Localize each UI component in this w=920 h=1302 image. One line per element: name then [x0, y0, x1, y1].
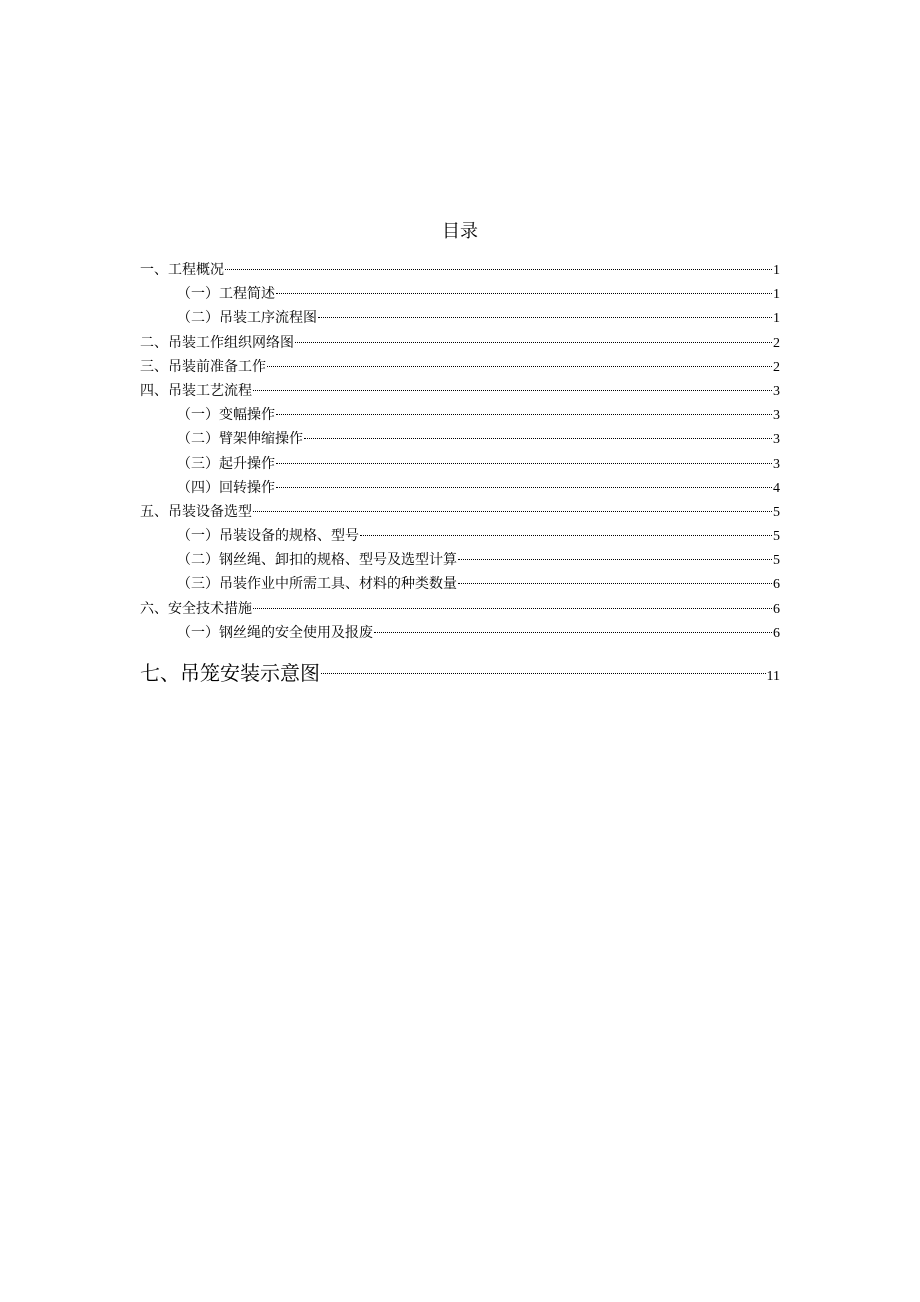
- toc-entry-page-number: 3: [773, 456, 780, 472]
- toc-entry-page-number: 5: [773, 504, 780, 520]
- dot-leader: [304, 438, 772, 439]
- toc-entry-page-number: 1: [773, 287, 780, 303]
- toc-entry-label: 三、吊装前准备工作: [140, 358, 266, 375]
- dot-leader: [276, 487, 772, 488]
- toc-entry-page-number: 6: [773, 625, 780, 641]
- toc-entry[interactable]: [140, 597, 780, 621]
- dot-leader: [276, 293, 772, 294]
- toc-title: 目录: [442, 221, 478, 242]
- toc-entry-label: 一、工程概况: [140, 262, 224, 278]
- dot-leader: [253, 511, 772, 512]
- toc-entry-page-number: 3: [773, 383, 780, 399]
- toc-entry[interactable]: [140, 427, 780, 451]
- toc-entry[interactable]: [140, 500, 780, 524]
- dot-leader: [267, 366, 772, 367]
- toc-entry[interactable]: [140, 572, 780, 596]
- toc-entry-label: 六、安全技术措施: [140, 600, 252, 617]
- toc-entry-page-number: 2: [773, 335, 780, 351]
- toc-entry[interactable]: [140, 282, 780, 306]
- dot-leader: [458, 583, 772, 584]
- toc-entry-page-number: 3: [773, 408, 780, 424]
- toc-entry-page-number: 3: [773, 432, 780, 448]
- toc-entry-page-number: 2: [773, 359, 780, 375]
- toc-entry-label: （一）变幅操作: [177, 407, 275, 424]
- toc-entry-label: （三）吊装作业中所需工具、材料的种类数量: [177, 576, 457, 593]
- toc-entry-page-number: 6: [773, 577, 780, 593]
- toc-entry-label: （一）工程简述: [177, 286, 275, 303]
- dot-leader: [276, 463, 772, 464]
- toc-entry[interactable]: [140, 653, 780, 693]
- dot-leader: [318, 317, 772, 318]
- dot-leader: [276, 414, 772, 415]
- dot-leader: [253, 608, 772, 609]
- toc-entry-label: 七、吊笼安装示意图: [140, 661, 320, 685]
- toc-entry-page-number: 5: [773, 529, 780, 545]
- dot-leader: [225, 269, 772, 270]
- toc-entry-label: （一）吊装设备的规格、型号: [177, 528, 359, 545]
- toc-entry[interactable]: [140, 258, 780, 282]
- toc-entry-label: （二）吊装工序流程图: [177, 310, 317, 327]
- toc-entry[interactable]: [140, 524, 780, 548]
- toc-entry-label: 四、吊装工艺流程: [140, 382, 252, 399]
- toc-entry-label: （四）回转操作: [177, 479, 275, 496]
- toc-entry-page-number: 5: [773, 553, 780, 569]
- toc-entry-label: （一）钢丝绳的安全使用及报废: [177, 624, 373, 641]
- table-of-contents: [140, 258, 780, 693]
- toc-entry-label: （二）臂架伸缩操作: [177, 431, 303, 448]
- toc-entry-page-number: 1: [773, 263, 780, 278]
- toc-entry[interactable]: [140, 379, 780, 403]
- toc-entry-label: （三）起升操作: [177, 455, 275, 472]
- toc-entry[interactable]: [140, 548, 780, 572]
- toc-entry-page-number: 4: [773, 480, 780, 496]
- toc-entry[interactable]: [140, 403, 780, 427]
- dot-leader: [321, 673, 766, 674]
- toc-entry-page-number: 6: [773, 601, 780, 617]
- dot-leader: [374, 632, 772, 633]
- toc-entry-label: 五、吊装设备选型: [140, 503, 252, 520]
- toc-entry[interactable]: [140, 331, 780, 355]
- toc-entry-page-number: 11: [766, 669, 780, 684]
- toc-entry[interactable]: [140, 621, 780, 645]
- toc-entry[interactable]: [140, 306, 780, 330]
- dot-leader: [458, 559, 772, 560]
- toc-entry-label: （二）钢丝绳、卸扣的规格、型号及选型计算: [177, 552, 457, 569]
- toc-entry[interactable]: [140, 452, 780, 476]
- toc-entry-label: 二、吊装工作组织网络图: [140, 334, 294, 351]
- dot-leader: [360, 535, 772, 536]
- dot-leader: [295, 342, 772, 343]
- dot-leader: [253, 390, 772, 391]
- toc-entry[interactable]: [140, 355, 780, 379]
- toc-entry[interactable]: [140, 476, 780, 500]
- toc-entry-page-number: 1: [773, 311, 780, 327]
